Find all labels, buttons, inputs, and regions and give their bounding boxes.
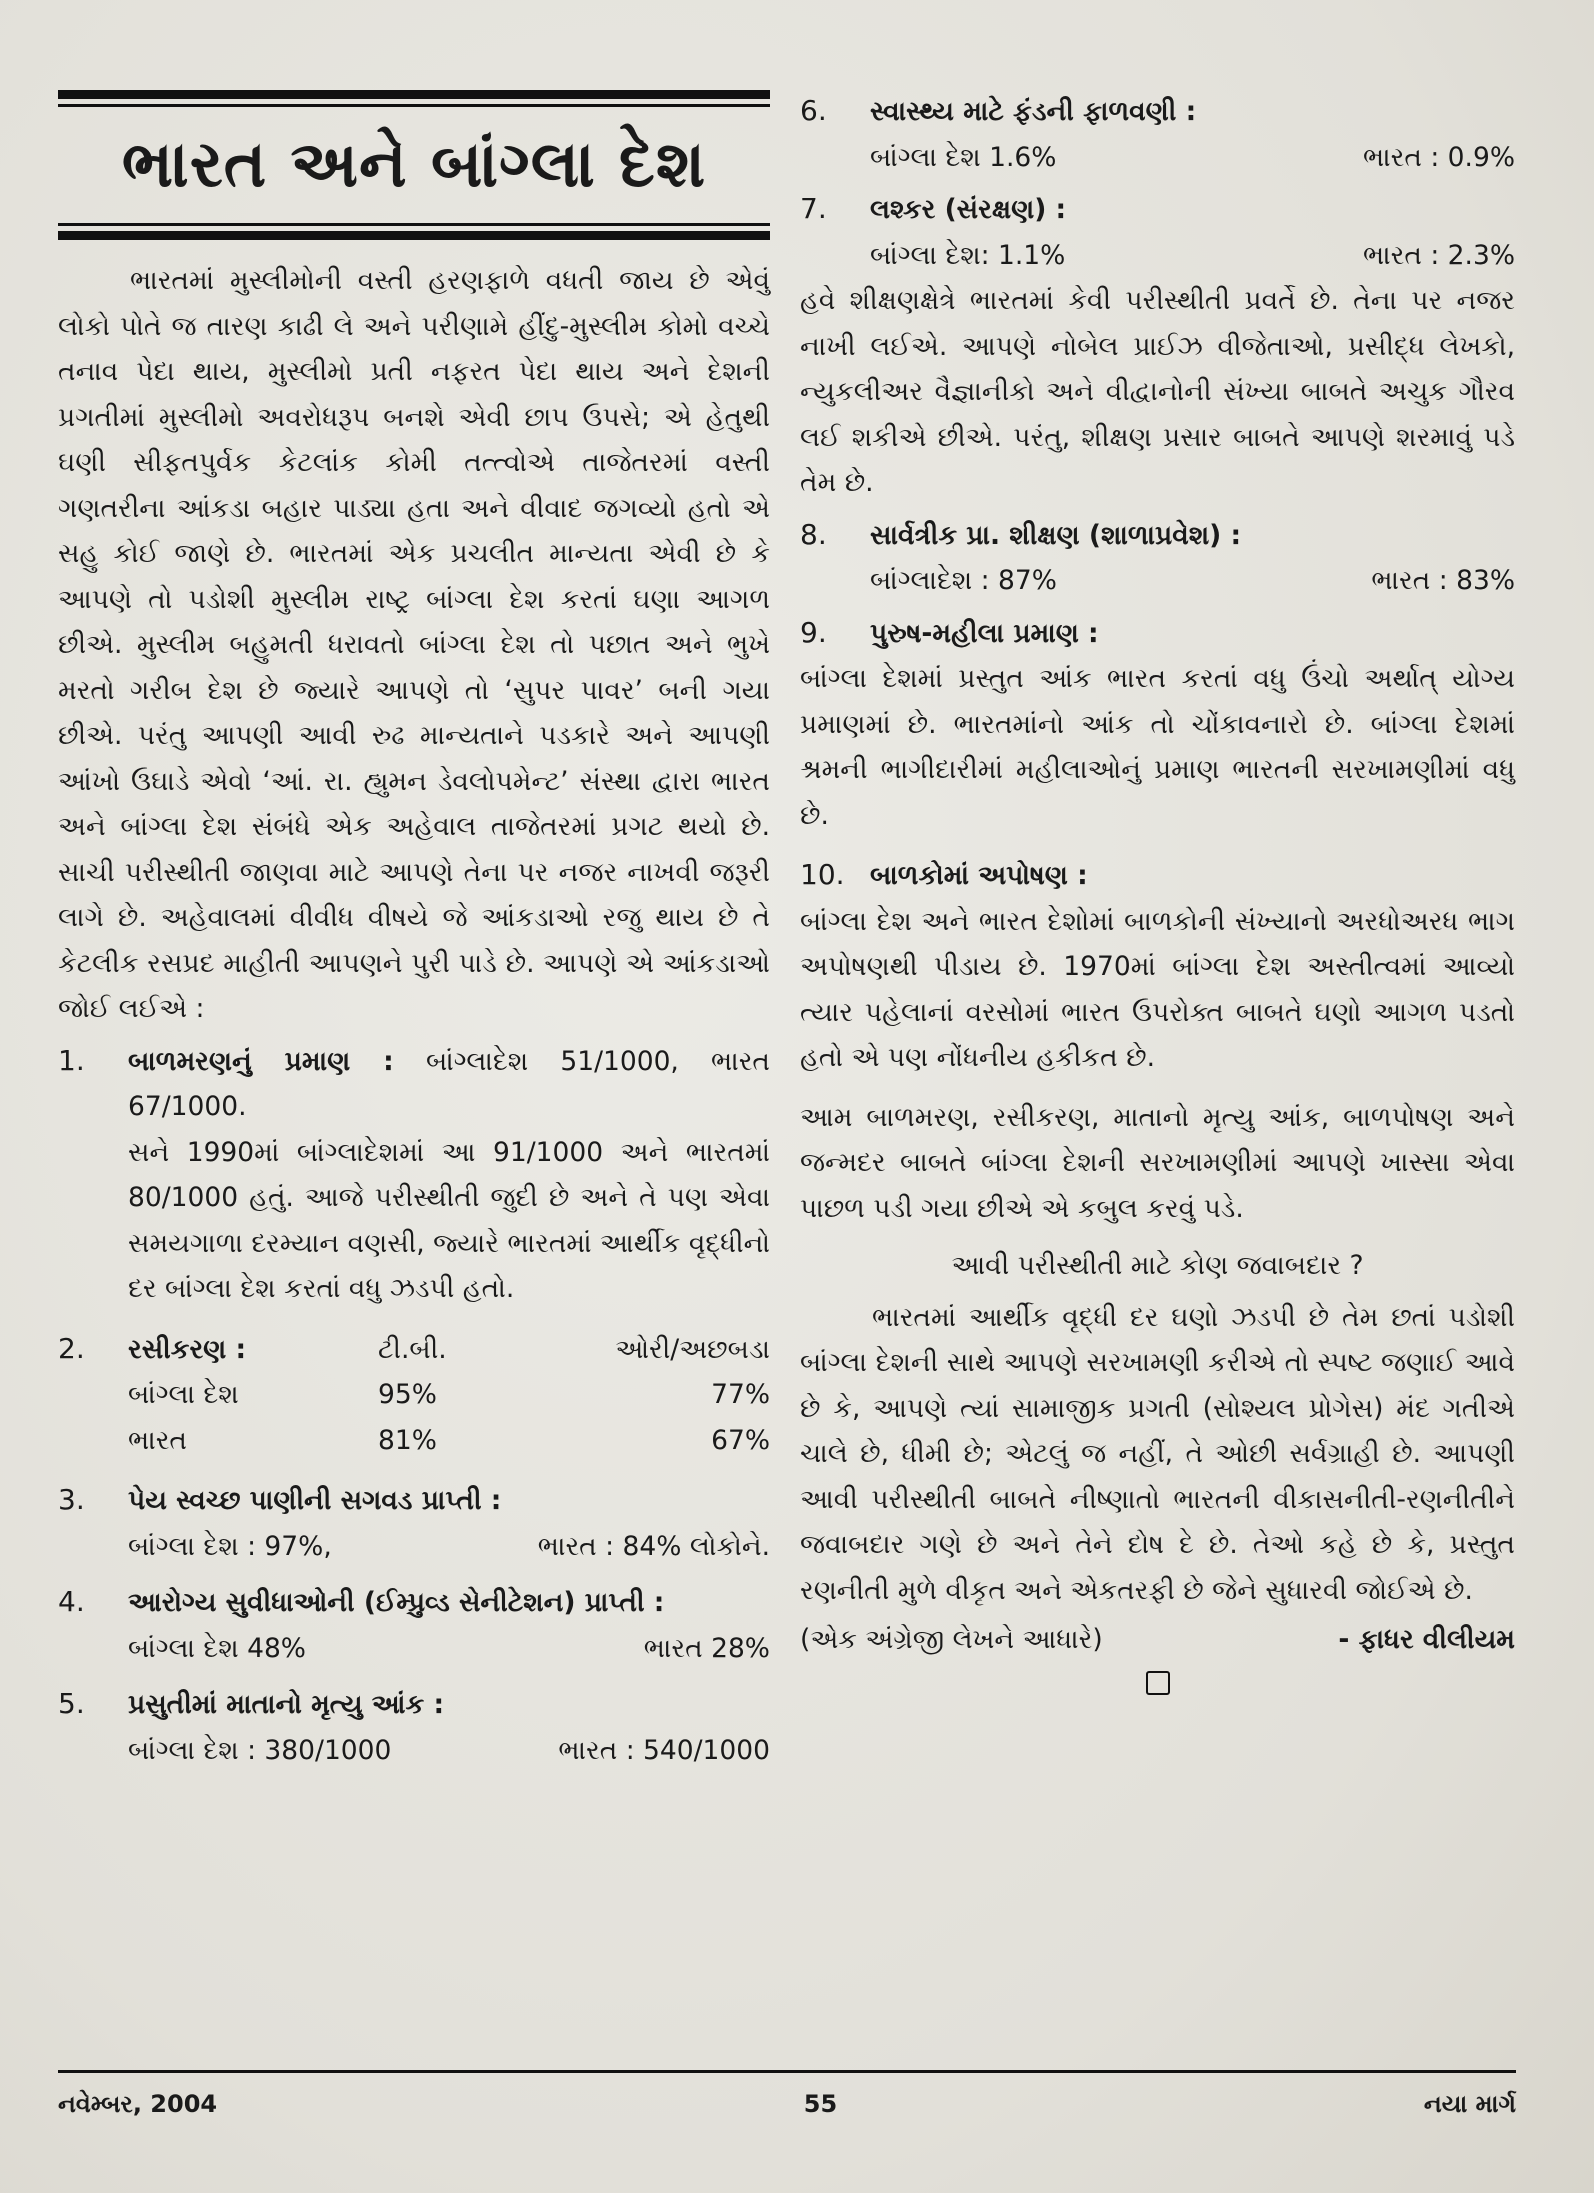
title-rule-top-thin <box>58 104 770 107</box>
education-paragraph: હવે શીક્ષણક્ષેત્રે ભારતમાં કેવી પરીસ્થીતી પ્રવર્તે છે. તેના પર નજર નાખી લઈએ. આપણે નોબેલ પ્રાઈઝ વીજેતાઓ, પ્રસીદ્ધ લેખકો, ન્યુકલીઅર વૈજ્ઞાનીકો અને વીદ્વાનોની સંખ્યા બાબતે અચુક ગૌરવ લઈ શકીએ છીએ. પરંતુ, શીક્ષણ પ્રસાર બાબતે આપણે શરમાવું પડે તેમ છે. <box>800 285 1515 498</box>
closing-paragraph: ભારતમાં આર્થીક વૃદ્ધી દર ઘણો ઝડપી છે તેમ છતાં પડોશી બાંગ્લા દેશની સાથે આપણે સરખામણી કરીએ તો સ્પષ્ટ જણાઈ આવે છે કે, આપણે ત્યાં સામાજીક પ્રગતી (સોશ્યલ પ્રોગેસ) મંદ ગતીએ ચાલે છે, ધીમી છે; એટલું જ નહીં, તે ઓછી સર્વગ્રાહી છે. આપણી આવી પરીસ્થીતી બાબતે નીષ્ણાતો ભારતની વીકાસનીતી-રણનીતીને જવાબદાર ગણે છે અને તેને દોષ દે છે. તેઓ કહે છે કે, પ્રસ્તુત રણનીતી મુળે વીકૃત અને એકતરફી છે જેને સુધારવી જોઈએ છે. <box>800 1301 1515 1606</box>
item-heading: બાળમરણનું પ્રમાણ : <box>128 1045 394 1077</box>
item-10 <box>800 852 1515 1081</box>
page-footer <box>58 2090 1516 2118</box>
item-heading: બાળકોમાં અપોષણ : <box>870 860 1088 891</box>
row-label: ભારત <box>128 1424 187 1456</box>
vaccination-table <box>128 1372 770 1463</box>
item-heading: સાર્વત્રીક પ્રા. શીક્ષણ (શાળાપ્રવેશ) : <box>870 519 1242 551</box>
cell-value: 81% <box>378 1424 437 1456</box>
left-body <box>58 258 770 1773</box>
item-heading: પુરુષ-મહીલા પ્રમાણ : <box>870 617 1099 649</box>
left-column <box>58 90 770 1773</box>
item-heading: રસીકરણ : <box>128 1333 247 1365</box>
author-name: - ફાધર વીલીયમ <box>1338 1624 1515 1655</box>
row-label: બાંગ્લા દેશ <box>128 1379 239 1410</box>
page-number: 55 <box>803 2090 838 2118</box>
cell-value: 95% <box>378 1379 437 1410</box>
item-1 <box>58 1038 770 1312</box>
column-header-measles: ઓરી/અછબડા <box>615 1333 770 1365</box>
right-column <box>800 88 1515 1695</box>
item-number: 10. <box>800 858 845 891</box>
item-number: 2. <box>58 1331 85 1365</box>
item-text: બાંગ્લાદેશ 51/1000, ભારત 67/1000. <box>128 1045 770 1122</box>
source-note: (એક અંગ્રેજી લેખને આધારે) <box>800 1624 1103 1655</box>
footer-rule <box>58 2070 1516 2073</box>
item-6 <box>800 88 1515 180</box>
item-values <box>128 1524 770 1570</box>
item-number: 1. <box>58 1043 85 1077</box>
item-number: 7. <box>800 192 827 225</box>
cell-value: 67% <box>711 1424 770 1456</box>
title-rule-bottom-thin <box>58 223 770 226</box>
india-value: ભારત : 0.9% <box>1362 141 1515 173</box>
item-4 <box>58 1579 770 1671</box>
item-heading: પેય સ્વચ્છ પાણીની સગવડ પ્રાપ્તી : <box>128 1485 502 1516</box>
india-value: ભારત 28% <box>643 1632 770 1664</box>
bangladesh-value: બાંગ્લા દેશ : 97%, <box>128 1530 332 1562</box>
right-body <box>800 88 1515 1695</box>
item-values <box>870 233 1515 279</box>
item-heading: સ્વાસ્થ્ય માટે ફંડની ફાળવણી : <box>870 96 1197 127</box>
column-header-tb: ટી.બી. <box>378 1333 447 1365</box>
issue-date: નવેમ્બર, 2004 <box>58 2090 218 2118</box>
item-text: બાંગ્લા દેશ અને ભારત દેશોમાં બાળકોની સંખ્યાનો અરધોઅરધ ભાગ અપોષણથી પીડાય છે. 1970માં બાંગ્લા દેશ અસ્તીત્વમાં આવ્યો ત્યાર પહેલાનાં વરસોમાં ભારત ઉપરોક્ત બાબતે ઘણો આગળ પડતો હતો એ પણ નોંધનીય હકીકત છે. <box>800 905 1515 1073</box>
summary-paragraph: આમ બાળમરણ, રસીકરણ, માતાનો મૃત્યુ આંક, બાળપોષણ અને જન્મદર બાબતે બાંગ્લા દેશની સરખામણીમાં આપણે ખાસ્સા એવા પાછળ પડી ગયા છીએ એ કબુલ કરવું પડે. <box>800 1101 1515 1224</box>
india-value: ભારત : 2.3% <box>1362 239 1515 271</box>
bangladesh-value: બાંગ્લા દેશ: 1.1% <box>870 239 1066 271</box>
item-9 <box>800 610 1515 839</box>
item-number: 9. <box>800 615 827 649</box>
item-values <box>128 1728 770 1774</box>
item-values <box>128 1626 770 1672</box>
title-rule-top <box>58 90 770 99</box>
title-rule-bottom <box>58 231 770 240</box>
india-value: ભારત : 83% <box>1371 565 1515 596</box>
india-value: ભારત : 84% લોકોને. <box>537 1530 770 1562</box>
item-5 <box>58 1681 770 1773</box>
item-number: 6. <box>800 94 827 127</box>
cell-value: 77% <box>711 1379 770 1410</box>
article-title: ભારત અને બાંગ્લા દેશ <box>121 128 707 202</box>
bangladesh-value: બાંગ્લાદેશ : 87% <box>870 565 1057 596</box>
signature-row <box>800 1617 1515 1663</box>
item-2 <box>58 1326 770 1464</box>
item-3 <box>58 1477 770 1569</box>
item-8 <box>800 512 1515 604</box>
intro-paragraph: ભારતમાં મુસ્લીમોની વસ્તી હરણફાળે વધતી જાય છે એવું લોકો પોતે જ તારણ કાઢી લે અને પરીણામે હીંદુ-મુસ્લીમ કોમો વચ્ચે તનાવ પેદા થાય, મુસ્લીમો પ્રતી નફરત પેદા થાય અને દેશની પ્રગતીમાં મુસ્લીમો અવરોધરૂપ બનશે એવી છાપ ઉપસે; એ હેતુથી ઘણી સીફતપુર્વક કેટલાંક કોમી તત્ત્વોએ તાજેતરમાં વસ્તી ગણતરીના આંકડા બહાર પાડ્યા હતા અને વીવાદ જગવ્યો હતો એ સહુ કોઈ જાણે છે. ભારતમાં એક પ્રચલીત માન્યતા એવી છે કે આપણે તો પડોશી મુસ્લીમ રાષ્ટ્ર બાંગ્લા દેશ કરતાં ઘણા આગળ છીએ. મુસ્લીમ બહુમતી ધરાવતો બાંગ્લા દેશ તો પછાત અને ભુખે મરતો ગરીબ દેશ છે જ્યારે આપણે તો ‘સુપર પાવર’ બની ગયા છીએ. પરંતુ આપણી આવી રુઢ માન્યતાને પડકારે અને આપણી આંખો ઉઘાડે એવો ‘આં. રા. હ્યુમન ડેવલોપમેન્ટ’ સંસ્થા દ્વારા ભારત અને બાંગ્લા દેશ સંબંધે એક અહેવાલ તાજેતરમાં પ્રગટ થયો છે. સાચી પરીસ્થીતી જાણવા માટે આપણે તેના પર નજર નાખવી જરૂરી લાગે છે. અહેવાલમાં વીવીધ વીષયે જે આંકડાઓ રજુ થાય છે તે કેટલીક રસપ્રદ માહીતી આપણને પુરી પાડે છે. આપણે એ આંકડાઓ જોઈ લઈએ : <box>58 265 771 1024</box>
question-heading: આવી પરીસ્થીતી માટે કોણ જવાબદાર ? <box>951 1250 1364 1281</box>
india-value: ભારત : 540/1000 <box>558 1734 770 1766</box>
item-text: બાંગ્લા દેશમાં પ્રસ્તુત આંક ભારત કરતાં વધુ ઉંચો અર્થાત્ યોગ્ય પ્રમાણમાં છે. ભારતમાંનો આંક તો ચોંકાવનારો છે. બાંગ્લા દેશમાં શ્રમની ભાગીદારીમાં મહીલાઓનું પ્રમાણ ભારતની સરખામણીમાં વધુ છે. <box>800 663 1515 831</box>
item-heading: લશ્કર (સંરક્ષણ) : <box>870 194 1067 225</box>
magazine-name: નયા માર્ગ <box>1423 2090 1516 2118</box>
item-heading: પ્રસુતીમાં માતાનો મૃત્યુ આંક : <box>128 1689 445 1720</box>
item-number: 3. <box>58 1483 85 1516</box>
item-detail: સને 1990માં બાંગ્લાદેશમાં આ 91/1000 અને ભારતમાં 80/1000 હતું. આજે પરીસ્થીતી જુદી છે અને તે પણ એવા સમયગાળા દરમ્યાન વણસી, જ્યારે ભારતમાં આર્થીક વૃદ્ધીનો દર બાંગ્લા દેશ કરતાં વધુ ઝડપી હતો. <box>128 1136 770 1304</box>
end-mark-icon <box>1146 1671 1170 1695</box>
item-heading: આરોગ્ય સુવીધાઓની (ઈમ્પ્રુવ્ડ સેનીટેશન) પ્રાપ્તી : <box>128 1587 665 1618</box>
item-number: 4. <box>58 1585 85 1618</box>
item-number: 8. <box>800 517 827 551</box>
bangladesh-value: બાંગ્લા દેશ : 380/1000 <box>128 1734 392 1766</box>
item-7 <box>800 186 1515 278</box>
item-values <box>870 558 1515 604</box>
bangladesh-value: બાંગ્લા દેશ 1.6% <box>870 141 1057 173</box>
bangladesh-value: બાંગ્લા દેશ 48% <box>128 1632 306 1664</box>
item-values <box>870 135 1515 181</box>
item-number: 5. <box>58 1687 85 1720</box>
